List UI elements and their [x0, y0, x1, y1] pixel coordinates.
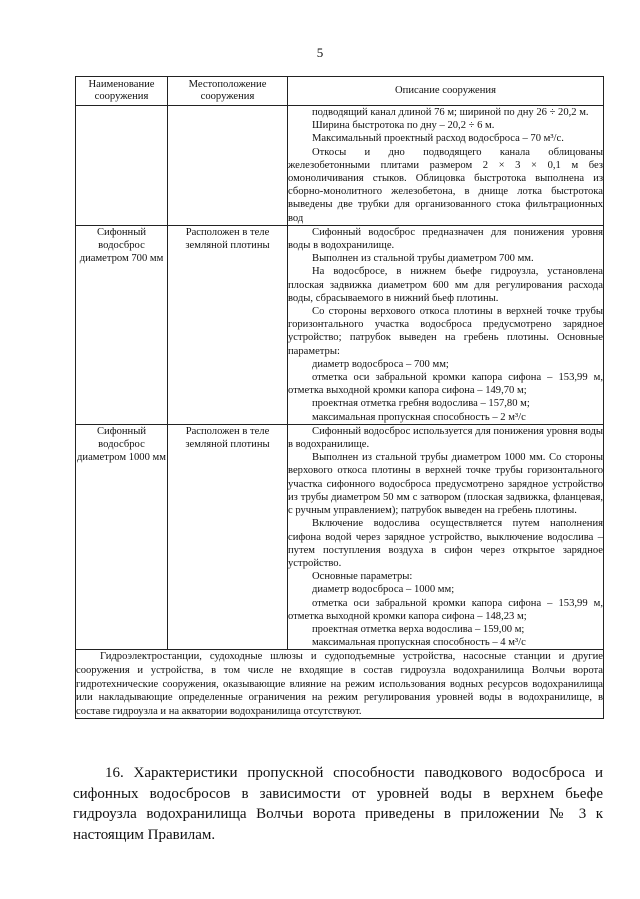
description-paragraph: диаметр водосброса – 1000 мм; — [312, 584, 455, 596]
siphon-700-description — [288, 225, 604, 424]
table-note — [76, 650, 604, 719]
header-description: Описание сооружения — [288, 77, 604, 106]
header-name: Наименование сооружения — [76, 77, 168, 106]
siphon-1000-name: Сифонный водосброс диаметром 1000 мм — [76, 424, 168, 649]
page-number: 5 — [316, 45, 324, 60]
description-paragraph: Выполнен из стальной трубы диаметром 700 мм. — [312, 253, 534, 265]
description-paragraph: диаметр водосброса – 700 мм; — [312, 358, 449, 370]
row-continued-description — [288, 106, 604, 226]
siphon-700-name: Сифонный водосброс диаметром 700 мм — [76, 225, 168, 424]
siphon-700-location: Расположен в теле земляной плотины — [168, 225, 288, 424]
description-paragraph: Откосы и дно подводящего канала облицованы железобетонными плитами размером 2 × 3 × 0,1 м без омоноличивания стыков. Облицовка быстротока выполнена из сборно-монолитного железобетона, в днище лотка быстротока выведены две трубки для организованного стока фильтрационных вод — [288, 146, 603, 224]
row-continued-name — [76, 106, 168, 226]
header-location: Местоположение сооружения — [168, 77, 288, 106]
description-paragraph: Сифонный водосброс предназначен для понижения уровня воды в водохранилище. — [288, 226, 603, 252]
paragraph-16-text: 16. Характеристики пропускной способности паводкового водосброса и сифонных водосбросов в зависимости от уровней воды в верхнем бьефе гидроузла водохранилища Волчьи ворота приведены в приложении № 3 к настоящим Правилам. — [73, 765, 603, 843]
description-paragraph: На водосбросе, в нижнем бьефе гидроузла, установлена плоская задвижка диаметром 600 мм для регулирования расхода воды, сбрасываемого в нижний бьеф плотины. — [288, 266, 603, 304]
description-paragraph: Выполнен из стальной трубы диаметром 1000 мм. Со стороны верхового откоса плотины в верхней точке трубы горизонтального участка сифонного водосброса предусмотрено зарядное устройство из трубы диаметром 50 мм с затвором (плоская задвижка, фланцевая, с ручным управлением); патрубок выведен на гребень плотины. — [288, 452, 603, 517]
description-paragraph: Максимальный проектный расход водосброса – 70 м³/с. — [312, 133, 564, 145]
description-paragraph: Ширина быстротока по дну – 20,2 ÷ 6 м. — [312, 120, 495, 132]
table-row — [76, 424, 604, 649]
table-row — [76, 225, 604, 424]
row-continued-location — [168, 106, 288, 226]
table-note-row — [76, 650, 604, 719]
description-paragraph: отметка оси забральной кромки капора сифона – 153,99 м, отметка выходной кромки капора сифона – 148,23 м; — [288, 597, 603, 622]
description-paragraph: подводящий канал длиной 76 м; шириной по дну 26 ÷ 20,2 м. — [312, 107, 589, 118]
description-paragraph: Основные параметры: — [312, 571, 413, 583]
structures-table — [75, 76, 604, 719]
description-paragraph: максимальная пропускная способность – 4 м³/с — [312, 637, 526, 649]
table-header-row — [76, 77, 604, 106]
description-paragraph: Включение водослива осуществляется путем наполнения сифона водой через зарядное устройство, выключение водослива – путем поступления воздуха в сифон через открытое зарядное устройство. — [288, 518, 603, 569]
description-paragraph: максимальная пропускная способность – 2 м³/с — [312, 411, 526, 423]
description-paragraph: отметка оси забральной кромки капора сифона – 153,99 м, отметка выходной кромки капора сифона – 149,70 м; — [288, 372, 603, 397]
description-paragraph: Со стороны верхового откоса плотины в верхней точке трубы горизонтального участка водосброса предусмотрено зарядное устройство; патрубок выведен на гребень плотины. Основные параметры: — [288, 306, 603, 357]
siphon-1000-location: Расположен в теле земляной плотины — [168, 424, 288, 649]
table-note-text: Гидроэлектростанции, судоходные шлюзы и судоподъемные устройства, насосные станции и другие сооружения и устройства, в том числе не входящие в состав гидроузла водохранилища Волчьи ворота гидротехнические сооружения, оказывающие влияние на режим использования водных ресурсов водохранилища или накладывающие определенные ограничения на режим регулирования уровней воды в водохранилище, в составе гидроузла и на акватории водохранилища отсутствуют. — [76, 651, 603, 717]
table-row — [76, 106, 604, 226]
description-paragraph: проектная отметка гребня водослива – 157,80 м; — [312, 398, 530, 410]
description-paragraph: Сифонный водосброс используется для понижения уровня воды в водохранилище. — [288, 425, 603, 451]
description-paragraph: проектная отметка верха водослива – 159,00 м; — [312, 623, 525, 635]
siphon-1000-description — [288, 424, 604, 649]
paragraph-16 — [73, 763, 603, 845]
